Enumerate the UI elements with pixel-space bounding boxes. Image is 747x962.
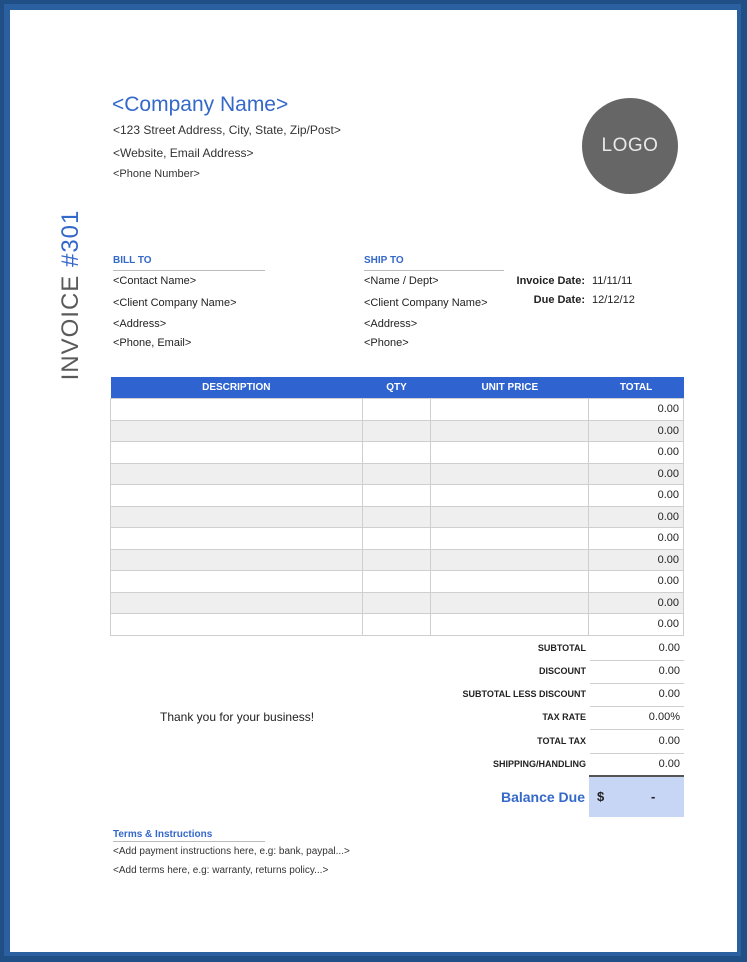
ship-to-phone: <Phone> xyxy=(364,337,409,349)
summary-divider xyxy=(590,660,684,661)
qty-cell[interactable] xyxy=(362,592,431,614)
subtotal-label: SUBTOTAL xyxy=(537,643,586,653)
balance-currency: $ xyxy=(597,789,605,804)
invoice-title xyxy=(57,195,87,395)
bill-to-contact: <Contact Name> xyxy=(113,275,197,287)
shipping-label: SHIPPING/HANDLING xyxy=(492,759,586,769)
tax-rate-label: TAX RATE xyxy=(542,712,586,722)
bill-to-phone-email: <Phone, Email> xyxy=(113,337,192,349)
description-cell[interactable] xyxy=(111,463,363,485)
unit-price-cell[interactable] xyxy=(431,549,589,571)
table-header-row xyxy=(111,377,684,399)
summary-divider xyxy=(590,729,684,730)
qty-cell[interactable] xyxy=(362,463,431,485)
total-cell: 0.00 xyxy=(589,485,684,507)
unit-price-cell[interactable] xyxy=(431,442,589,464)
terms-heading: Terms & Instructions xyxy=(113,829,213,840)
ship-to-heading: SHIP TO xyxy=(364,255,404,266)
total-cell: 0.00 xyxy=(589,528,684,550)
total-cell: 0.00 xyxy=(589,592,684,614)
terms-text: <Add terms here, e.g: warranty, returns policy...> xyxy=(113,865,329,876)
qty-cell[interactable] xyxy=(362,442,431,464)
shipping-value[interactable]: 0.00 xyxy=(658,758,680,770)
total-cell: 0.00 xyxy=(589,549,684,571)
company-phone: <Phone Number> xyxy=(113,168,200,180)
total-cell: 0.00 xyxy=(589,442,684,464)
qty-cell[interactable] xyxy=(362,571,431,593)
description-cell[interactable] xyxy=(111,571,363,593)
company-address: <123 Street Address, City, State, Zip/Post> xyxy=(113,123,341,137)
qty-cell[interactable] xyxy=(362,506,431,528)
table-row xyxy=(111,528,684,550)
line-items-table xyxy=(110,377,684,636)
payment-instructions: <Add payment instructions here, e.g: bank, paypal...> xyxy=(113,846,350,857)
summary-divider xyxy=(590,706,684,707)
qty-cell[interactable] xyxy=(362,420,431,442)
unit-price-cell[interactable] xyxy=(431,399,589,421)
due-date-value: 12/12/12 xyxy=(592,294,635,306)
unit-price-cell[interactable] xyxy=(431,506,589,528)
unit-price-cell[interactable] xyxy=(431,463,589,485)
description-cell[interactable] xyxy=(111,528,363,550)
discount-value[interactable]: 0.00 xyxy=(658,665,680,677)
description-cell[interactable] xyxy=(111,614,363,636)
description-cell[interactable] xyxy=(111,592,363,614)
company-web-email: <Website, Email Address> xyxy=(113,146,254,160)
total-tax-value: 0.00 xyxy=(658,735,680,747)
table-row xyxy=(111,463,684,485)
total-cell: 0.00 xyxy=(589,399,684,421)
due-date-label: Due Date: xyxy=(533,294,585,306)
discount-label: DISCOUNT xyxy=(539,666,586,676)
ship-to-company: <Client Company Name> xyxy=(364,297,488,309)
unit-price-cell[interactable] xyxy=(431,528,589,550)
table-row xyxy=(111,592,684,614)
table-row xyxy=(111,442,684,464)
terms-divider xyxy=(113,841,265,842)
bill-to-heading: BILL TO xyxy=(113,255,152,266)
description-cell[interactable] xyxy=(111,442,363,464)
description-cell[interactable] xyxy=(111,399,363,421)
ship-to-address: <Address> xyxy=(364,318,418,330)
table-row xyxy=(111,420,684,442)
ship-to-divider xyxy=(364,270,504,271)
table-row xyxy=(111,571,684,593)
invoice-number: #301 xyxy=(57,209,84,268)
qty-cell[interactable] xyxy=(362,399,431,421)
qty-cell[interactable] xyxy=(362,528,431,550)
logo-placeholder: LOGO xyxy=(582,98,678,194)
company-name: <Company Name> xyxy=(112,93,289,116)
tax-rate-value[interactable]: 0.00% xyxy=(648,711,680,723)
subtotal-value: 0.00 xyxy=(658,642,680,654)
invoice-date-label: Invoice Date: xyxy=(516,275,585,287)
unit-price-cell[interactable] xyxy=(431,571,589,593)
table-row xyxy=(111,399,684,421)
col-qty: QTY xyxy=(362,377,431,399)
description-cell[interactable] xyxy=(111,485,363,507)
unit-price-cell[interactable] xyxy=(431,614,589,636)
bill-to-company: <Client Company Name> xyxy=(113,297,237,309)
qty-cell[interactable] xyxy=(362,614,431,636)
summary-divider xyxy=(590,753,684,754)
balance-due-label: Balance Due xyxy=(500,789,585,805)
table-row xyxy=(111,485,684,507)
total-cell: 0.00 xyxy=(589,463,684,485)
description-cell[interactable] xyxy=(111,506,363,528)
invoice-date-value: 11/11/11 xyxy=(592,275,633,287)
table-row xyxy=(111,506,684,528)
subtotal-less-discount-value: 0.00 xyxy=(658,688,680,700)
col-total: TOTAL xyxy=(589,377,684,399)
unit-price-cell[interactable] xyxy=(431,485,589,507)
balance-due-value: - xyxy=(651,789,656,804)
thank-you-note: Thank you for your business! xyxy=(160,710,315,724)
col-unit-price: UNIT PRICE xyxy=(431,377,589,399)
subtotal-less-discount-label: SUBTOTAL LESS DISCOUNT xyxy=(462,689,586,699)
description-cell[interactable] xyxy=(111,549,363,571)
table-row xyxy=(111,614,684,636)
qty-cell[interactable] xyxy=(362,549,431,571)
unit-price-cell[interactable] xyxy=(431,420,589,442)
table-row xyxy=(111,549,684,571)
total-cell: 0.00 xyxy=(589,614,684,636)
col-description: DESCRIPTION xyxy=(111,377,363,399)
qty-cell[interactable] xyxy=(362,485,431,507)
total-cell: 0.00 xyxy=(589,506,684,528)
bill-to-address: <Address> xyxy=(113,318,167,330)
total-cell: 0.00 xyxy=(589,420,684,442)
total-cell: 0.00 xyxy=(589,571,684,593)
invoice-page xyxy=(10,10,737,952)
description-cell[interactable] xyxy=(111,420,363,442)
summary-divider xyxy=(590,683,684,684)
invoice-word: INVOICE xyxy=(57,274,84,381)
unit-price-cell[interactable] xyxy=(431,592,589,614)
ship-to-name: <Name / Dept> xyxy=(364,275,439,287)
bill-to-divider xyxy=(113,270,265,271)
total-tax-label: TOTAL TAX xyxy=(537,736,586,746)
